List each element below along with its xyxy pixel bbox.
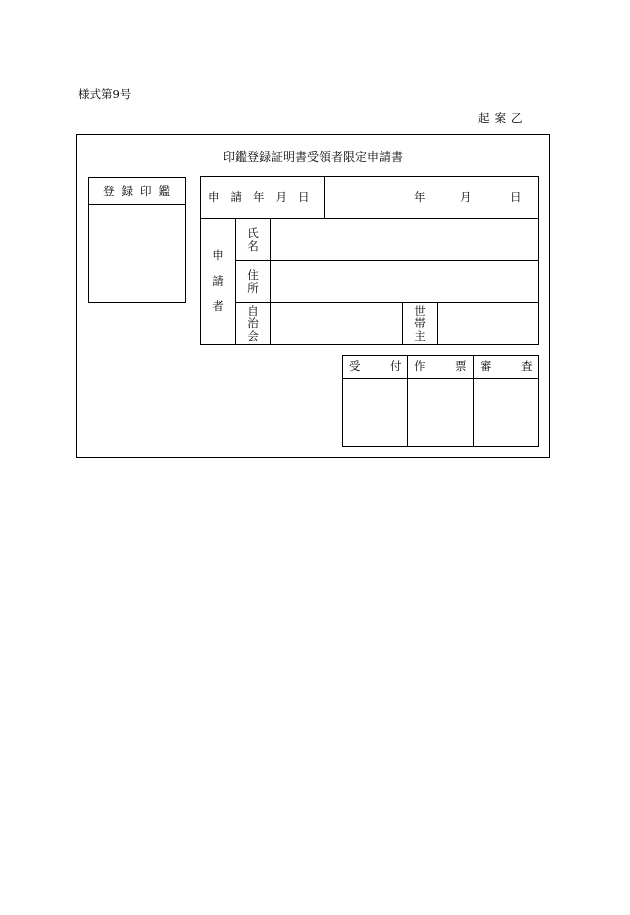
seal-impression-area[interactable] <box>89 206 185 302</box>
name-input[interactable] <box>271 219 538 260</box>
application-date-input[interactable] <box>325 177 538 218</box>
applicant-label-char-2: 請 <box>212 273 224 288</box>
applicant-label <box>201 219 235 344</box>
registered-seal-label: 登録印鑑 <box>89 178 185 205</box>
neighborhood-association-input[interactable] <box>271 303 402 344</box>
household-head-input[interactable] <box>438 303 538 344</box>
registered-seal-box <box>88 177 186 303</box>
application-date-label: 申請年月日 <box>208 190 321 204</box>
association-label-char-3: 会 <box>247 328 259 343</box>
form-title: 印鑑登録証明書受領者限定申請書 <box>222 150 403 164</box>
ticket-label-char-1: 作 <box>414 359 426 373</box>
review-label-char-1: 審 <box>480 359 492 373</box>
ticket-label-char-2: 票 <box>455 359 467 373</box>
name-label <box>236 219 270 260</box>
association-label-char-2: 治 <box>247 316 259 331</box>
table-border-bottom <box>200 344 539 345</box>
date-day-unit: 日 <box>510 190 522 204</box>
reception-label-char-1: 受 <box>349 359 361 373</box>
office-border-bottom <box>342 446 539 447</box>
name-label-char-1: 氏 <box>247 226 259 241</box>
office-border-right <box>538 355 539 447</box>
address-label <box>236 261 270 302</box>
address-label-char-2: 所 <box>247 280 259 295</box>
household-head-char-3: 主 <box>414 328 426 343</box>
applicant-table <box>200 176 539 345</box>
household-head-char-2: 帯 <box>414 316 426 331</box>
form-number: 様式第9号 <box>78 87 132 101</box>
date-month-unit: 月 <box>460 190 472 204</box>
household-head-char-1: 世 <box>414 304 426 319</box>
reception-label-char-2: 付 <box>390 359 402 373</box>
association-label-char-1: 自 <box>247 304 259 319</box>
review-label-char-2: 査 <box>521 359 533 373</box>
office-border-top <box>342 355 539 356</box>
review-stamp-area[interactable] <box>474 379 538 446</box>
date-year-unit: 年 <box>414 190 426 204</box>
household-head-label <box>403 303 437 344</box>
ticket-stamp-area[interactable] <box>408 379 473 446</box>
address-input[interactable] <box>271 261 538 302</box>
name-label-char-2: 名 <box>247 238 259 253</box>
reception-stamp-area[interactable] <box>343 379 407 446</box>
office-use-table <box>342 355 539 447</box>
neighborhood-association-label <box>236 303 270 344</box>
address-label-char-1: 住 <box>247 268 259 283</box>
applicant-label-char-3: 者 <box>212 299 224 314</box>
draft-label: 起案乙 <box>478 111 528 125</box>
applicant-label-char-1: 申 <box>212 248 224 263</box>
